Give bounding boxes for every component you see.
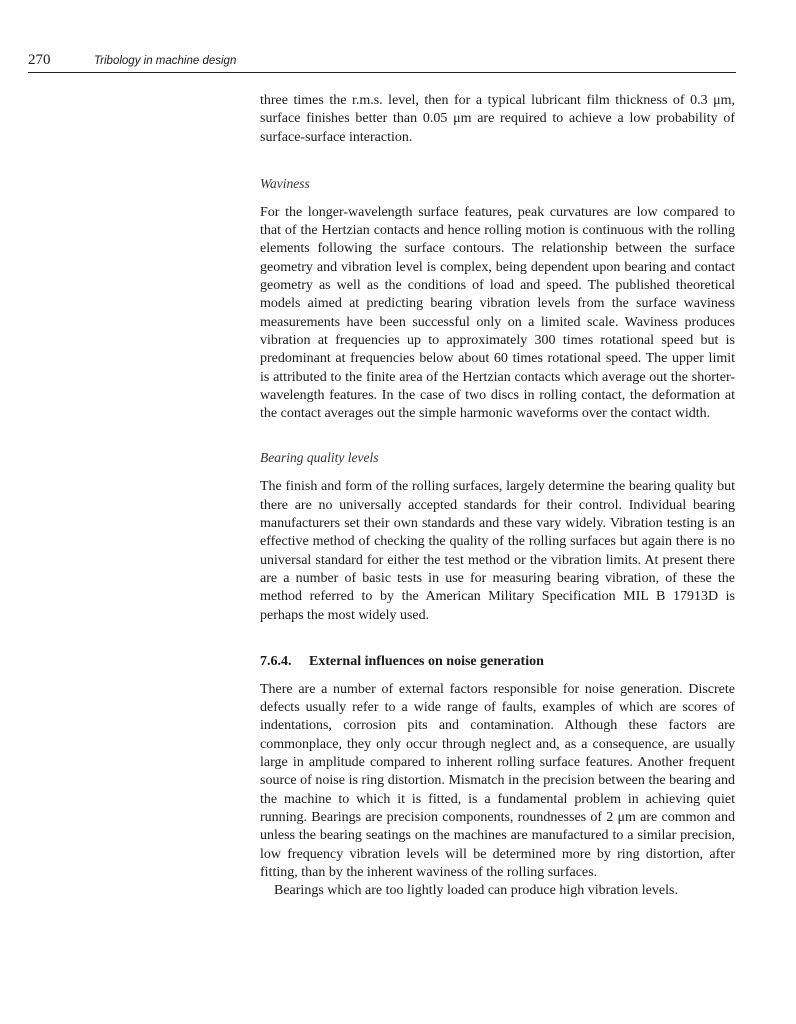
paragraph-bearing-quality: The finish and form of the rolling surfaces, largely determine the bearing quality but there are no universally accepted standards for their control. Individual bearing manufacturers set their own standards and these vary widely. Vibration testing is an effective method of checking the quality of the rolling surfaces but again there is no universal standard for either the test method or the vibration limits. At present there are a number of basic tests in use for measuring bearing vibration, of these the method referred to by the American Military Specification MIL B 17913D is perhaps the most widely used. — [260, 479, 735, 623]
section-heading — [260, 653, 735, 671]
section-number: 7.6.4. — [260, 653, 292, 669]
subheading-bearing-quality: Bearing quality levels — [260, 450, 379, 466]
running-title: Tribology in machine design — [94, 55, 237, 67]
paragraph-continued: three times the r.m.s. level, then for a typical lubricant film thickness of 0.3 μm, surface finishes better than 0.05 μm are required to achieve a low probability of surface-surface interaction. — [260, 93, 735, 145]
body-column — [260, 92, 735, 900]
paragraph-waviness: For the longer-wavelength surface features, peak curvatures are low compared to that of the Hertzian contacts and hence rolling motion is continuous with the rolling elements following the surface contours. The relationship between the surface geometry and vibration level is complex, being dependent upon bearing and contact geometry as well as the conditions of load and speed. The published theoretical models aimed at predicting bearing vibration levels from the surface waviness measurements have been successful only on a limited scale. Waviness produces vibration at frequencies up to approximately 300 times rotational speed but is predominant at frequencies below about 60 times rotational speed. The upper limit is attributed to the finite area of the Hertzian contacts which average out the shorter-wavelength features. In the case of two discs in rolling contact, the deformation at the contact averages out the simple harmonic waveforms over the contact width. — [260, 204, 735, 422]
subheading-waviness: Waviness — [260, 175, 310, 191]
page-number: 270 — [28, 52, 51, 68]
running-head — [28, 50, 736, 73]
paragraph-external-influences: There are a number of external factors responsible for noise generation. Discrete defects usually refer to a wide range of faults, examples of which are scores of indentations, corrosion pits and contamination. Although these factors are commonplace, they only occur through neglect and, as a consequence, are usually large in amplitude compared to inherent rolling surface features. Another frequent source of noise is ring distortion. Mismatch in the precision between the bearing and the machine to which it is fitted, is a fundamental problem in achieving quiet running. Bearings are precision components, roundnesses of 2 μm are common and unless the bearing seatings on the machines are manufactured to a similar precision, low frequency vibration levels will be determined more by ring distortion, after fitting, than by the inherent waviness of the rolling surfaces. — [260, 681, 735, 880]
paragraph-light-load: Bearings which are too lightly loaded can produce high vibration levels. — [274, 883, 678, 899]
section-title: External influences on noise generation — [309, 653, 544, 669]
